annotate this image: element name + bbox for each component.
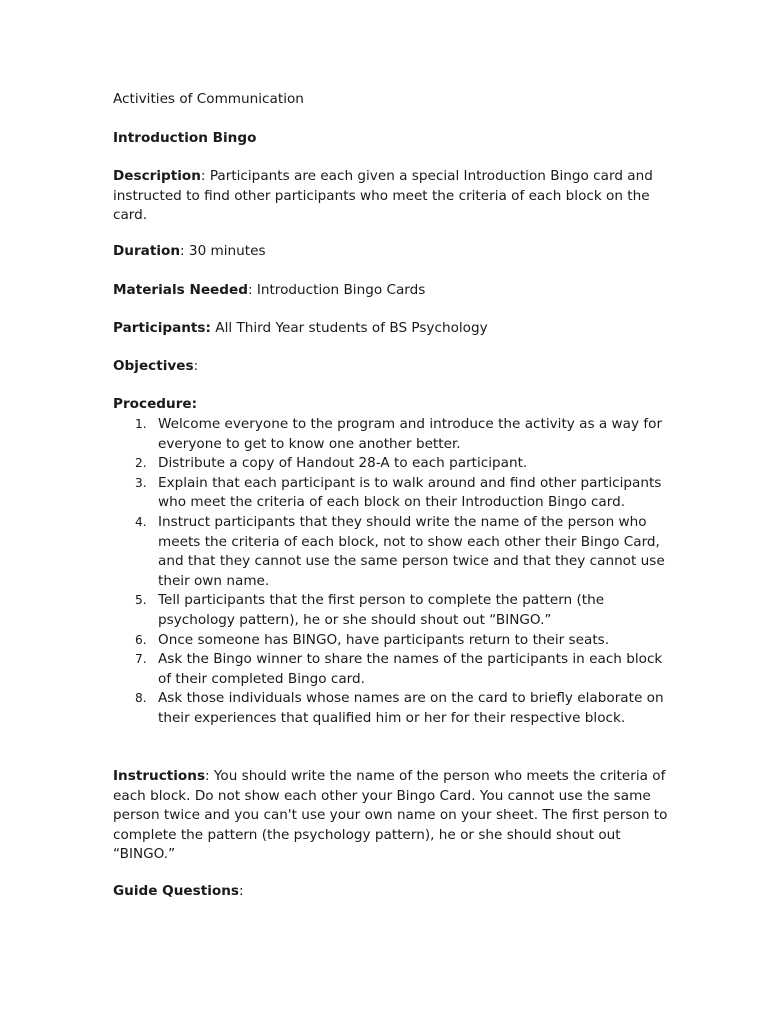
step-number: 1. [135, 417, 147, 431]
step-text: Welcome everyone to the program and introduce the activity as a way for everyone to get to know one another better. [158, 416, 663, 452]
step-number: 2. [135, 456, 147, 471]
guide-questions-text: : [239, 883, 244, 899]
step-number: 7. [135, 652, 147, 667]
step-text: Instruct participants that they should write the name of the person who meets the criteria of each block, not to show each other their Bingo Card, and that they cannot use the same person twice and that they cannot use their own name. [158, 513, 665, 589]
procedure-label: Procedure: [113, 396, 198, 412]
procedure-step [113, 689, 673, 728]
step-text: Distribute a copy of Handout 28-A to each participant. [158, 455, 528, 472]
instructions-label: Instructions [113, 768, 206, 784]
materials-label: Materials Needed [113, 282, 248, 298]
procedure-step [113, 454, 673, 474]
step-text: Explain that each participant is to walk around and find other participants who meet the criteria of each block on their Introduction Bingo card. [158, 474, 662, 511]
materials-text: : Introduction Bingo Cards [247, 282, 426, 298]
step-number: 8. [135, 691, 147, 706]
guide-questions-label: Guide Questions [113, 883, 239, 899]
description-label: Description [113, 168, 201, 184]
participants-label: Participants: [113, 320, 211, 336]
step-text: Once someone has BINGO, have participants return to their seats. [158, 631, 610, 648]
step-number: 6. [135, 632, 147, 647]
procedure-step [113, 415, 673, 454]
guide-questions-paragraph [113, 882, 673, 902]
procedure-step [113, 474, 673, 513]
objectives-label: Objectives [113, 358, 194, 374]
description-paragraph [113, 167, 673, 226]
participants-text: All Third Year students of BS Psychology [210, 320, 488, 336]
step-text: Ask those individuals whose names are on the card to briefly elaborate on their experiences that qualified him or her for their respective block. [158, 690, 664, 726]
step-text: Tell participants that the first person to complete the pattern (the psychology pattern), he or she should shout out “BINGO.” [158, 592, 605, 628]
procedure-step [113, 650, 673, 689]
description-text: : Participants are each given a special Introduction Bingo card and instructed to find other participants who meet the criteria of each block on the card. [113, 168, 653, 223]
step-number: 4. [135, 514, 147, 529]
step-number: 5. [135, 593, 147, 608]
step-number: 3. [135, 475, 147, 490]
step-text: Ask the Bingo winner to share the names of the participants in each block of their completed Bingo card. [158, 651, 663, 687]
participants-paragraph [113, 319, 673, 339]
objectives-paragraph [113, 357, 673, 377]
materials-paragraph [113, 281, 673, 301]
document-header: Activities of Communication [113, 91, 304, 107]
procedure-list [113, 415, 673, 729]
duration-paragraph [113, 242, 673, 262]
instructions-text: : You should write the name of the person who meets the criteria of each block. Do not show each other your Bingo Card. You cannot use the same person twice and you can't use your own name on your sheet. The first person to complete the pattern (the psychology pattern), he or she should shout out “BINGO.” [113, 768, 668, 862]
procedure-step [113, 513, 673, 591]
duration-text: : 30 minutes [180, 243, 266, 259]
activity-title: Introduction Bingo [113, 130, 257, 146]
objectives-text: : [193, 358, 199, 374]
instructions-paragraph [113, 767, 673, 865]
procedure-step [113, 591, 673, 630]
procedure-step [113, 631, 673, 651]
duration-label: Duration [113, 243, 181, 259]
